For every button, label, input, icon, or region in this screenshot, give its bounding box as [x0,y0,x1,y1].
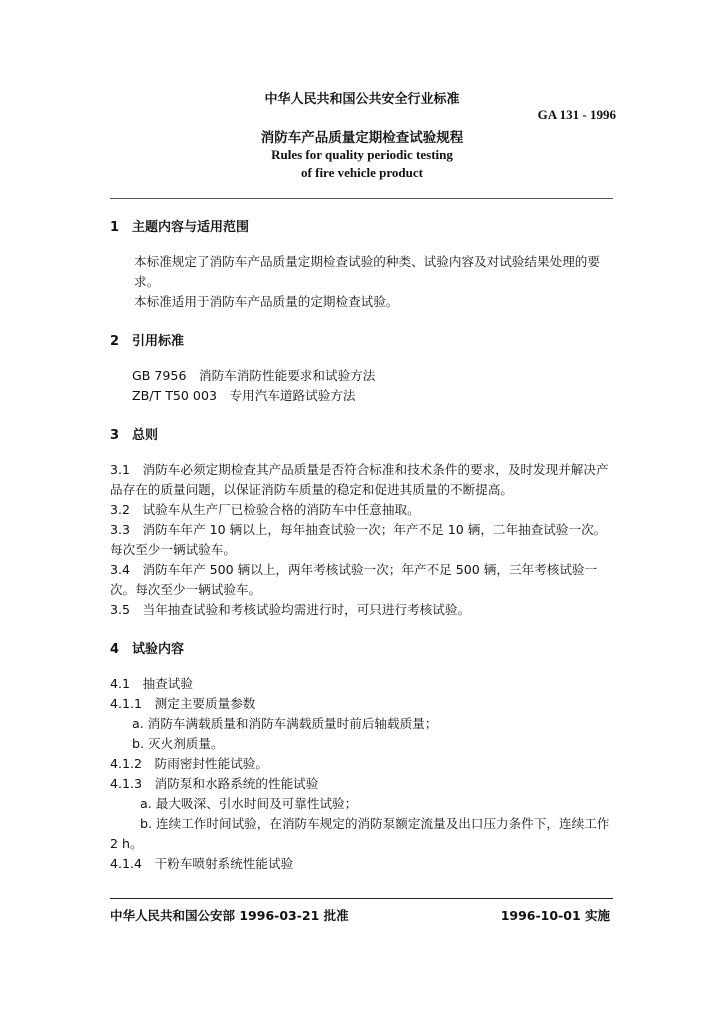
clause-4-1-3: 4.1.3 消防泵和水路系统的性能试验 [110,776,319,791]
section-3-heading: 3 总则 [110,428,159,443]
section-1-heading: 1 主题内容与适用范围 [110,220,250,235]
clause-4-1: 4.1 抽查试验 [110,676,193,691]
clause-4-1-4: 4.1.4 干粉车喷射系统性能试验 [110,856,294,871]
clause-4-1-1-b: b. 灭火剂质量。 [132,736,224,751]
header-divider [110,198,613,199]
clause-3-2: 3.2 试验车从生产厂已检验合格的消防车中任意抽取。 [110,502,420,517]
issuing-organization: 中华人民共和国公共安全行业标准 [264,92,460,107]
clause-3-4: 3.4 消防车年产 500 辆以上，两年考核试验一次；年产不足 500 辆，三年考核试验一次。每次至少一辆试验车。 [110,562,598,597]
clause-4-1-3-b: b. 连续工作时间试验，在消防车规定的消防泵额定流量及出口压力条件下，连续工作 2 h。 [110,816,610,851]
clause-3-1: 3.1 消防车必须定期检查其产品质量是否符合标准和技术条件的要求，及时发现并解决产品存在的质量问题，以保证消防车质量的稳定和促进其质量的不断提高。 [110,462,609,497]
clause-4-1-3-a: a. 最大吸深、引水时间及可靠性试验； [140,796,358,811]
title-chinese: 消防车产品质量定期检查试验规程 [260,130,464,146]
section-1-paragraph-2: 本标准适用于消防车产品质量的定期检查试验。 [134,294,399,309]
standard-code: GA 131 - 1996 [537,107,616,122]
section-2-heading: 2 引用标准 [110,334,185,349]
effective-date: 1996-10-01 实施 [500,908,610,923]
clause-4-1-2: 4.1.2 防雨密封性能试验。 [110,756,268,771]
clause-3-3: 3.3 消防车年产 10 辆以上，每年抽查试验一次；年产不足 10 辆，二年抽查试验一次。每次至少一辆试验车。 [110,522,607,557]
section-4-heading: 4 试验内容 [110,642,185,657]
clause-4-1-1: 4.1.1 测定主要质量参数 [110,696,256,711]
footer-divider [110,898,613,899]
clause-4-1-1-a: a. 消防车满载质量和消防车满载质量时前后轴载质量； [132,716,438,731]
reference-gb7956: GB 7956 消防车消防性能要求和试验方法 [132,368,376,383]
document-body [110,218,616,874]
title-english [0,146,724,182]
approval-line: 中华人民共和国公安部 1996-03-21 批准 [110,908,349,923]
section-1-paragraph-1: 本标准规定了消防车产品质量定期检查试验的种类、试验内容及对试验结果处理的要求。 [134,254,600,289]
clause-3-5: 3.5 当年抽查试验和考核试验均需进行时，可只进行考核试验。 [110,602,471,617]
title-english-line1: Rules for quality periodic testing [271,147,453,162]
title-english-line2: of fire vehicle product [301,165,423,180]
reference-zbt-t50003: ZB/T T50 003 专用汽车道路试验方法 [132,388,356,403]
